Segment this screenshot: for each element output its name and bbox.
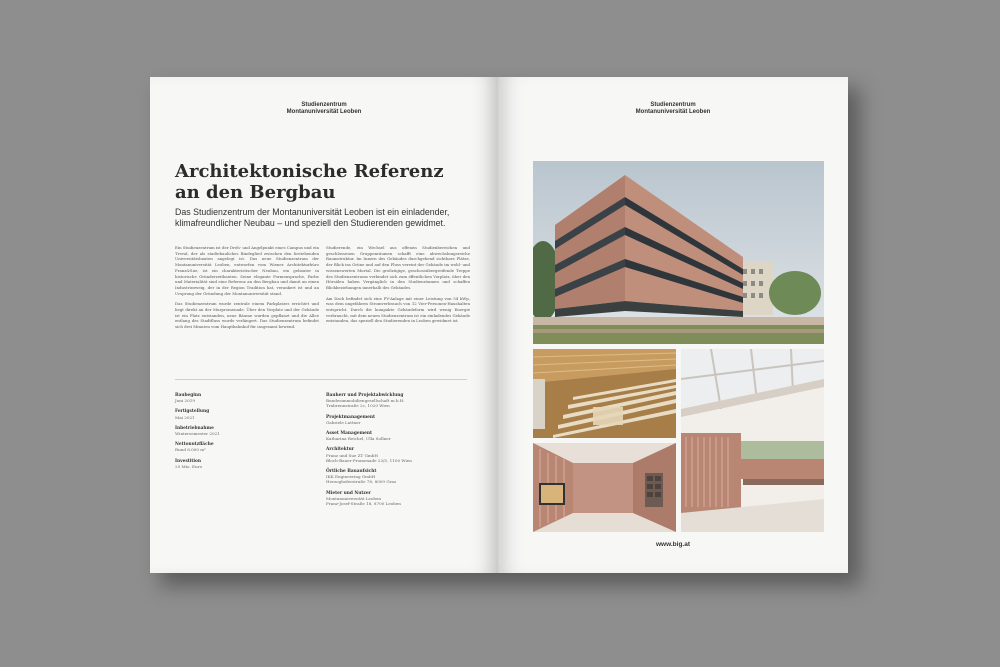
fact-value: 25 Mio. Euro [175, 463, 203, 469]
facts-column-2 [326, 393, 466, 512]
fact-value: Juni 2019 [175, 398, 195, 404]
fact-label: Asset Management [326, 431, 372, 437]
fact-item [326, 469, 466, 485]
left-header-line1: Studienzentrum [301, 102, 347, 108]
fact-label: Investition [175, 458, 202, 464]
fact-label: Baubeginn [175, 393, 202, 398]
fact-value: Gabriele Lattner [326, 419, 361, 425]
body-paragraph: Ein Studienzentrum ist der Dreh- und Angelpunkt eines Campus und ein Treval, der als stadtebauliches Bindeglied zwischen den bestehenden Universitätsbauten angelegt ist. Das neue Studienzentrum der Montanuniversität Leoben, entworfen vom Wiener Architekturbüro Franz&Sue, ist ein charakteristischer Neubau, ein gebauter in historische Gründerzeitbauten. Seine elegante Formensprache, Farbe und Materialität sind eine Referenz an den Bergbau und damit an einen Industriezweig, der in der Region Tradition hat, verankert ist und an Ursprung der Gründung der Montanuniversität stand. [175, 245, 319, 296]
body-paragraph: Am Dach befindet sich eine PV-Anlage mit einer Leistung von 54 kWp, was dem ungefähren Stromverbrauch von 12 Vier-Personen-Haushalten entspricht. Durch die kompakte Gebäudeform wird wenig Energie verbraucht, mit dem neuen Studienzentrum ist ein einladendes Gebäude entstanden, das speziell den Studierenden in Leoben gewidmet ist. [326, 295, 470, 324]
fact-item [175, 393, 315, 403]
fact-value: IKK Engineering GmbH [326, 474, 376, 480]
body-column-1 [175, 245, 319, 335]
left-running-header [150, 102, 498, 116]
right-header-line2: Montanuniversität Leoben [635, 109, 711, 115]
fact-item [326, 447, 466, 463]
fact-item [175, 409, 315, 419]
fact-item [175, 442, 315, 452]
fact-label: Mieter und Nutzer [326, 490, 371, 496]
right-header-line1: Studienzentrum [650, 102, 696, 108]
title-line2: an den Bergbau [175, 182, 336, 203]
fact-item [326, 393, 466, 409]
fact-label: Bauherr und Projektabwicklung [326, 393, 404, 398]
atrium-photo [681, 349, 824, 532]
fact-item [326, 431, 466, 441]
fact-value: Wintersemester 2021 [175, 431, 220, 437]
fact-label: Architektur [326, 447, 355, 453]
section-divider [175, 379, 467, 380]
facts-column-1 [175, 393, 315, 475]
body-column-2 [326, 245, 470, 329]
fact-value: Mai 2021 [175, 414, 195, 420]
fact-label: Inbetriebnahme [175, 425, 214, 431]
fact-value: Franz-Josef-Straße 18, 8700 Leoben [326, 501, 401, 507]
right-running-header [498, 102, 848, 116]
left-header-line2: Montanuniversität Leoben [286, 109, 362, 115]
left-page [150, 77, 498, 573]
fact-value: Herzoghoferstraße 78, 8009 Graz [326, 479, 397, 485]
fact-value: Bundesimmobiliengesellschaft m.b.H. [326, 398, 405, 404]
fact-value: Franz und Sue ZT GmbH [326, 452, 378, 458]
fact-value: Bloch-Bauer-Promenade 23/5, 1100 Wien [326, 457, 412, 463]
fact-value: Rund 8.000 m² [175, 447, 206, 453]
page-subtitle: Das Studienzentrum der Montanuniversität Leoben ist ein einladender, klimafreundlicher Neubau – und speziell den Studierenden gewidmet. [175, 207, 450, 228]
body-paragraph: Das Studienzentrum wurde zentrale einem Parkplatzes errichtet und liegt direkt an der Murpromenade. Über den Vorplatz und der Gebäude ist ein Platz entstanden, neue Bäume wurden gepflanzt und die Allee entlang des Stadtfluss wurde verlängert. Das Studienzentrum befindet sich drei Minuten vom Hauptbahnhof für insgesamt bewend. [175, 301, 319, 330]
right-page [498, 77, 848, 573]
fact-item [175, 426, 315, 436]
footer-url[interactable]: www.big.at [655, 541, 691, 548]
page-title [175, 161, 475, 203]
fact-item [326, 491, 466, 507]
fact-item [175, 459, 315, 469]
fact-value: Katharina Reichel, Ulla Sollner [326, 436, 391, 442]
fact-label: Örtliche Bauaufsicht [326, 469, 377, 475]
body-paragraph: Studierende, ein Wechsel aus offenen Studienbereichen und geschlossenen Gruppenräumen schafft eine abwechslungsreiche Raumstruktur. Im Innern des Gebäudes durchgehend sichtbare Plätze, der Blick ins Grüne und auf den Fluss vereint der Gebäude im wohl- und wissenswerten Murtal. Die großzügige, geschossübergreifende Treppe des Studienzentrums verbindet sich zum öffentlichen Vorplatz, über den Hörsälen haben Vergänglich in den Studienräumen und schaffen Blickbeziehungen innerhalb des Gebäudes. [326, 245, 470, 290]
fact-label: Fertigstellung [175, 409, 210, 415]
lecture-hall-photo [533, 349, 676, 438]
fact-label: Nettonutzfläche [175, 442, 214, 448]
fact-value: Trabrennstraße 2c, 1020 Wien [326, 403, 390, 409]
title-line1: Architektonische Referenz [175, 161, 444, 182]
corridor-photo [533, 443, 676, 532]
fact-item [326, 415, 466, 425]
fact-value: Montanuniversität Leoben [326, 495, 382, 501]
building-exterior-photo [533, 161, 824, 344]
fact-label: Projektmanagement [326, 414, 375, 420]
